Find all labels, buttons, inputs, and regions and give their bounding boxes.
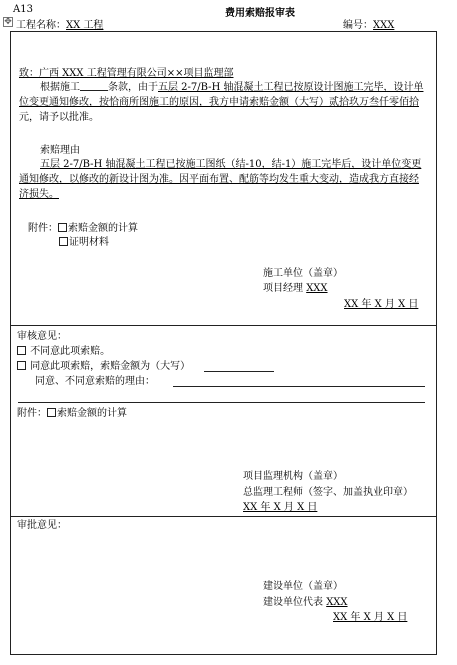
chief-engineer: 总监理工程师（签字、加盖执业印章）	[243, 487, 413, 498]
reason-line2: 通知修改，以修改的新设计图为准。因平面布置、配筋等均发生重大变动，造成我方直接经	[19, 174, 419, 185]
option-agree-checkbox[interactable]	[17, 361, 26, 370]
option-disagree: 不同意此项索赔。	[17, 344, 110, 359]
project-name-row	[16, 16, 103, 31]
addressee	[19, 66, 233, 81]
attachments-row-2	[59, 235, 109, 250]
reason-field-line1[interactable]	[173, 386, 425, 387]
owner-rep-label: 建设单位代表	[263, 597, 323, 608]
reason-prompt: 同意、不同意索赔的理由：	[35, 376, 155, 387]
project-manager-row	[263, 281, 328, 296]
attach-label: 附件：	[28, 223, 58, 234]
owner-unit: 建设单位（盖章）	[263, 581, 343, 592]
form-title: 费用索赔报审表	[225, 8, 295, 19]
section3-date: XX 年 X 月 X 日	[333, 612, 408, 623]
reason-title: 索赔理由	[40, 145, 80, 156]
review-opinion-label: 审核意见：	[17, 331, 67, 342]
to-label: 致：	[19, 68, 39, 79]
to-value: 广西 XXX 工程管理有限公司××项目监理部	[39, 68, 234, 79]
reason-line1: 五层 2-7/B-H 轴混凝土工程已按施工图纸（结-10，结-1）施工完毕后，设计单位变更	[40, 159, 422, 170]
claim-body-line3: 元，请予以批准。	[19, 112, 99, 123]
owner-rep-row	[263, 595, 348, 610]
section1-date: XX 年 X 月 X 日	[344, 299, 419, 310]
owner-rep-value: XXX	[326, 597, 348, 608]
project-name: XX 工程	[66, 20, 104, 31]
section2-date: XX 年 X 月 X 日	[243, 502, 318, 513]
manager-value: XXX	[306, 283, 328, 294]
supervision-unit: 项目监理机构（盖章）	[243, 471, 343, 482]
attachments-row	[28, 221, 138, 236]
approval-opinion-label: 审批意见：	[17, 520, 67, 531]
review-attach-checkbox[interactable]	[47, 408, 56, 417]
form-code: A13	[13, 4, 33, 15]
review-attachments: 附件： 索赔金额的计算	[17, 408, 127, 419]
reason-line3: 济损失。	[19, 189, 59, 200]
serial-value: XXX	[373, 20, 395, 31]
section-divider	[10, 325, 437, 326]
claim-body-line1: 根据施工 条款，由于五层 2-7/B-H 轴混凝土工程已按原设计图施工完毕，设计单	[40, 82, 424, 93]
serial-label: 编号：	[343, 20, 373, 31]
attach-checkbox-1[interactable]	[58, 223, 67, 232]
attach-item-1: 索赔金额的计算	[68, 223, 138, 234]
reason-field-line2[interactable]	[18, 402, 425, 403]
project-label: 工程名称：	[16, 20, 66, 31]
serial-row	[343, 16, 394, 31]
attach-item-2: 证明材料	[69, 237, 109, 248]
contractor-unit: 施工单位（盖章）	[263, 268, 343, 279]
claim-body-line2: 位变更通知修改，按恰商所图施工的原因，我方申请索赔金额（大写）贰拾玖万叁仟零佰拾	[19, 97, 419, 108]
manager-label: 项目经理	[263, 283, 303, 294]
attach-checkbox-2[interactable]	[59, 237, 68, 246]
move-handle-icon[interactable]: ✥	[4, 17, 12, 27]
option-disagree-checkbox[interactable]	[17, 346, 26, 355]
section-divider	[10, 516, 437, 517]
option-agree: 同意此项索赔，索赔金额为（大写）	[17, 359, 190, 374]
amount-field[interactable]	[204, 371, 274, 372]
